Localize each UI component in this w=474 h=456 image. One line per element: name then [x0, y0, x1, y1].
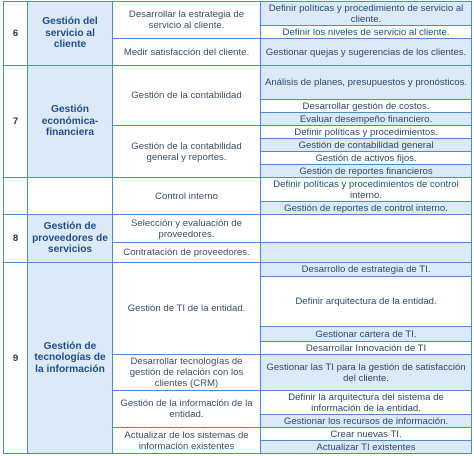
- activity-cell: Definir políticas y procedimientos de control interno.: [261, 178, 472, 202]
- table-row: [4, 2, 472, 26]
- table-row: [4, 215, 472, 243]
- row-number: 6: [4, 2, 28, 66]
- activity-cell: Crear nuevas TI.: [261, 428, 472, 441]
- activity-cell: Gestionar cartera de TI.: [261, 327, 472, 342]
- process-name: Medir satisfacción del cliente.: [113, 39, 261, 66]
- process-name: Desarrollar la estrategia de servicio al cliente.: [113, 2, 261, 39]
- activity-cell: Desarrollar gestión de costos.: [261, 100, 472, 113]
- process-name: Gestión de la información de la entidad.: [113, 391, 261, 428]
- process-name: Control interno: [113, 178, 261, 215]
- activity-cell: [261, 215, 472, 243]
- activity-cell: Gestión de reportes de control interno.: [261, 202, 472, 215]
- activity-cell: Definir arquitectura de la entidad.: [261, 277, 472, 327]
- process-name: Selección y evaluación de proveedores.: [113, 215, 261, 243]
- area-name: Gestión de tecnologías de la información: [28, 263, 113, 454]
- activity-cell: Gestionar los recursos de información.: [261, 415, 472, 428]
- activity-cell: Gestionar quejas y sugerencias de los clientes.: [261, 39, 472, 66]
- activity-cell: Definir la arquitectura del sistema de información de la entidad.: [261, 391, 472, 415]
- process-name: Gestión de la contabilidad: [113, 66, 261, 126]
- activity-cell: Definir políticas y procedimiento de servicio al cliente.: [261, 2, 472, 26]
- activity-cell: Gestión de reportes financieros: [261, 165, 472, 178]
- table-row: [4, 263, 472, 277]
- activity-cell: Actualizar TI existentes: [261, 441, 472, 454]
- activity-cell: Gestionar las TI para la gestión de satisfacción del cliente.: [261, 355, 472, 391]
- process-name: Desarrollar tecnologías de gestión de relación con los clientes (CRM): [113, 355, 261, 391]
- activity-cell: Desarrollo de estrategia de TI.: [261, 263, 472, 277]
- row-number: 9: [4, 263, 28, 454]
- empty-cell: [4, 178, 28, 215]
- activity-cell: Análisis de planes, presupuestos y pronósticos.: [261, 66, 472, 100]
- process-table: [3, 1, 472, 454]
- activity-cell: [261, 243, 472, 263]
- area-name: Gestión económica-financiera: [28, 66, 113, 178]
- activity-cell: Definir políticas y procedimientos.: [261, 126, 472, 139]
- table-row: [4, 178, 472, 202]
- activity-cell: Gestión de activos fijos.: [261, 152, 472, 165]
- area-name: Gestión del servicio al cliente: [28, 2, 113, 66]
- process-name: Gestión de TI de la entidad.: [113, 263, 261, 355]
- activity-cell: Definir los niveles de servicio al cliente.: [261, 26, 472, 39]
- process-name: Actualizar de los sistemas de información existentes: [113, 428, 261, 454]
- table-row: [4, 66, 472, 100]
- activity-cell: Desarrollar Innovación de TI: [261, 342, 472, 355]
- process-name: Contratación de proveedores.: [113, 243, 261, 263]
- row-number: 8: [4, 215, 28, 263]
- row-number: 7: [4, 66, 28, 178]
- activity-cell: Evaluar desempeño financiero.: [261, 113, 472, 126]
- empty-cell: [28, 178, 113, 215]
- process-name: Gestión de la contabilidad general y reportes.: [113, 126, 261, 178]
- activity-cell: Gestión de contabilidad general: [261, 139, 472, 152]
- area-name: Gestión de proveedores de servicios: [28, 215, 113, 263]
